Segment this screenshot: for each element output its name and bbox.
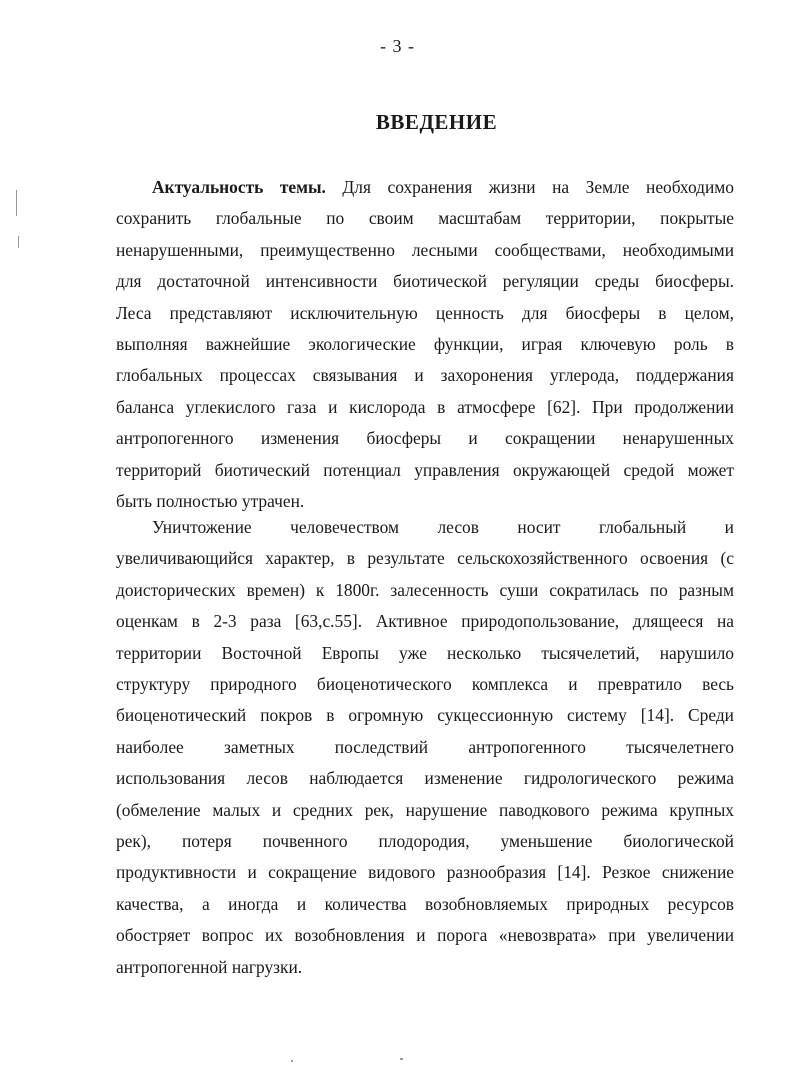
relevance-lead: Актуальность темы.: [152, 177, 326, 197]
text-line: доисторических времен) к 1800г. залесенность суши сократилась по разным: [116, 579, 734, 600]
paragraph-deforestation: [116, 512, 734, 983]
text-line: (обмеление малых и средних рек, нарушение паводкового режима крупных: [116, 799, 734, 820]
text-line: территорий биотический потенциал управления окружающей средой может: [116, 459, 734, 480]
text-line: продуктивности и сокращение видового разнообразия [14]. Резкое снижение: [116, 862, 734, 883]
scan-artifact-mark: [18, 236, 19, 248]
text-line: использования лесов наблюдается изменение гидрологического режима: [116, 768, 734, 789]
text-line: оценкам в 2-3 раза [63,с.55]. Активное природопользование, длящееся на: [116, 611, 734, 632]
text-line: рек), потеря почвенного плодородия, уменьшение биологической: [116, 831, 734, 852]
text-line: глобальных процессах связывания и захоронения углерода, поддержания: [116, 365, 734, 386]
text-line: ненарушенными, преимущественно лесными сообществами, необходимыми: [116, 239, 734, 260]
text-line: для достаточной интенсивности биотической регуляции среды биосферы.: [116, 271, 734, 292]
text-line: быть полностью утрачен.: [116, 491, 305, 512]
text-line: Уничтожение человечеством лесов носит глобальный и: [152, 517, 734, 537]
text-line: структуру природного биоценотического комплекса и превратило весь: [116, 674, 734, 695]
text-line: территории Восточной Европы уже несколько тысячелетий, нарушило: [116, 642, 734, 663]
text-line: увеличивающийся характер, в результате сельскохозяйственного освоения (с: [116, 548, 734, 569]
text-line: антропогенной нагрузки.: [116, 956, 303, 977]
text-line: наиболее заметных последствий антропогенного тысячелетнего: [116, 736, 734, 757]
text-line: Леса представляют исключительную ценность для биосферы в целом,: [116, 302, 734, 323]
text-line: качества, а иногда и количества возобновляемых природных ресурсов: [116, 893, 734, 914]
text-line: баланса углекислого газа и кислорода в атмосфере [62]. При продолжении: [116, 396, 734, 417]
text-line: обостряет вопрос их возобновления и порога «невозврата» при увеличении: [116, 925, 734, 946]
text-line: биоценотический покров в огромную сукцессионную систему [14]. Среди: [116, 705, 734, 726]
text-line: антропогенного изменения биосферы и сокращении ненарушенных: [116, 428, 734, 449]
scan-artifact-mark: [400, 1058, 403, 1060]
text-line: сохранить глобальные по своим масштабам территории, покрытые: [116, 208, 734, 229]
text-line: Актуальность темы. Для сохранения жизни на Земле необходимо: [152, 177, 734, 197]
page-number: - 3 -: [380, 36, 415, 56]
scan-artifact-mark: [291, 1060, 293, 1062]
scan-artifact-mark: [16, 190, 17, 216]
section-heading: ВВЕДЕНИЕ: [375, 110, 498, 134]
paragraph-relevance: [116, 172, 734, 517]
text-line: выполняя важнейшие экологические функции, играя ключевую роль в: [116, 334, 734, 355]
